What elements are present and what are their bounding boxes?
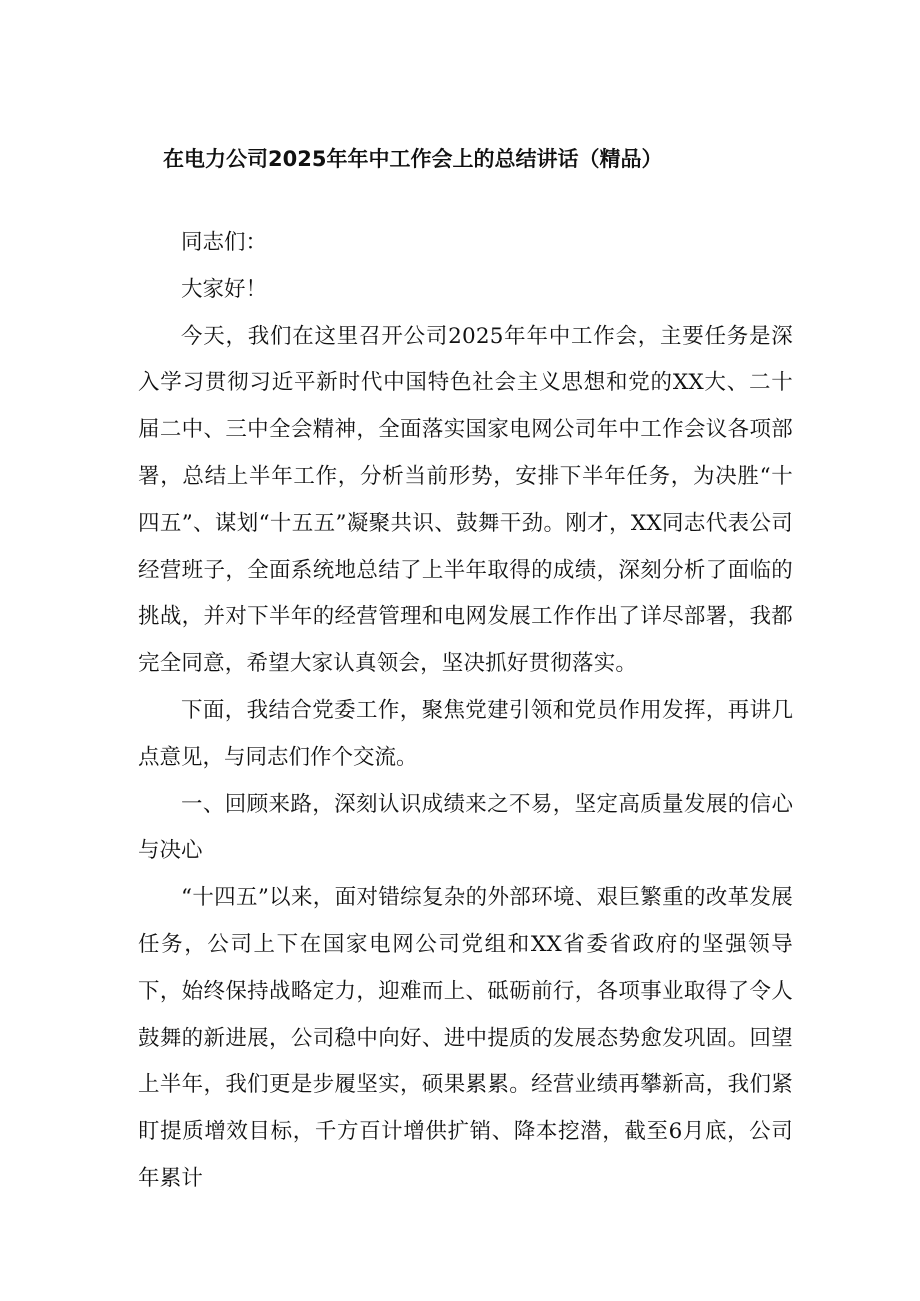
paragraph-transition: 下面，我结合党委工作，聚焦党建引领和党员作用发挥，再讲几点意见，与同志们作个交流。 (138, 697, 793, 770)
paragraph-intro: 今天，我们在这里召开公司2025年年中工作会，主要任务是深入学习贯彻习近平新时代中国特色社会主义思想和党的XX大、二十届二中、三中全会精神，全面落实国家电网公司年中工作会议各项部署，总结上半年工作，分析当前形势，安排下半年任务，为决胜“十四五”、谋划“十五五”凝聚共识、鼓舞干劲。刚才，XX同志代表公司经营班子，全面系统地总结了上半年取得的成绩，深刻分析了面临的挑战，并对下半年的经营管理和电网发展工作作出了详尽部署，我都完全同意，希望大家认真领会，坚决抓好贯彻落实。 (138, 323, 793, 677)
section-heading-1: 一、回顾来路，深刻认识成绩来之不易，坚定高质量发展的信心与决心 (138, 791, 793, 864)
greeting: 大家好！ (181, 276, 268, 302)
paragraph-review: “十四五”以来，面对错综复杂的外部环境、艰巨繁重的改革发展任务，公司上下在国家电网公司党组和XX省委省政府的坚强领导下，始终保持战略定力，迎难而上、砥砺前行，各项事业取得了令人鼓舞的新进展，公司稳中向好、进中提质的发展态势愈发巩固。回望上半年，我们更是步履坚实，硕果累累。经营业绩再攀新高，我们紧盯提质增效目标，千方百计增供扩销、降本挖潜，截至6月底，公司年累计 (138, 885, 793, 1191)
document-title: 在电力公司2025年年中工作会上的总结讲话（精品） (163, 147, 663, 171)
document-body (138, 220, 793, 1203)
salutation: 同志们： (181, 230, 268, 255)
